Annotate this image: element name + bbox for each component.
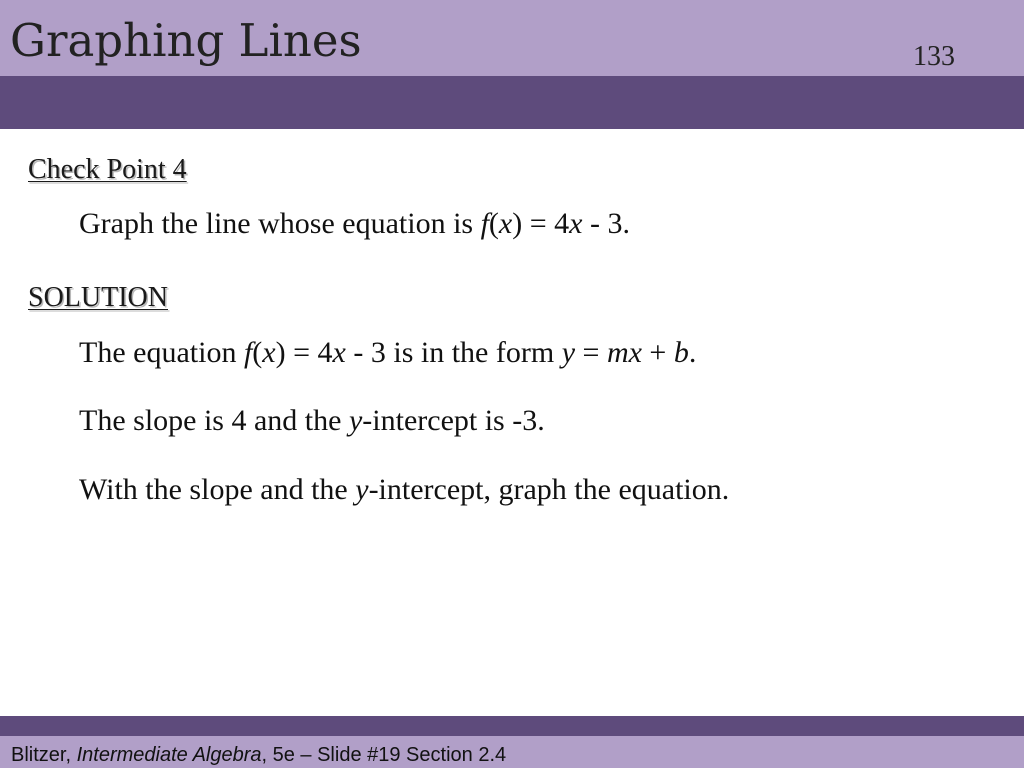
footer-book-title: Intermediate Algebra: [76, 744, 262, 766]
title-accent-band: [0, 76, 1024, 129]
check-point-heading: Check Point 4: [28, 154, 187, 185]
s1-mid2: - 3 is in the form: [345, 336, 562, 369]
s1-f: f: [243, 336, 253, 369]
s1-prefix: The equation: [79, 336, 244, 369]
problem-prefix: Graph the line whose equation is: [79, 207, 481, 240]
solution-line-3: [79, 475, 729, 505]
problem-statement: [79, 209, 630, 239]
s3-suffix: -intercept, graph the equation.: [368, 473, 730, 506]
s1-b: b: [673, 336, 689, 369]
problem-open-paren: (: [488, 207, 499, 240]
s1-mid: ) = 4: [275, 336, 333, 369]
s1-mx: mx: [606, 336, 642, 369]
s1-x2: x: [332, 336, 346, 369]
s2-prefix: The slope is 4 and the: [79, 404, 349, 437]
problem-suffix: - 3.: [582, 207, 630, 240]
footer-citation: [11, 745, 506, 765]
problem-f: f: [480, 207, 489, 240]
problem-x1: x: [498, 207, 513, 240]
problem-close-rest: ) = 4: [512, 207, 570, 240]
s2-y: y: [348, 404, 363, 437]
s3-y: y: [355, 473, 369, 506]
s1-end: .: [688, 336, 697, 369]
footer-author: Blitzer,: [11, 744, 77, 766]
footer-rest: , 5e – Slide #19 Section 2.4: [261, 744, 507, 766]
s1-open-paren: (: [252, 336, 263, 369]
page-number: 133: [913, 41, 955, 72]
slide-title: Graphing Lines: [10, 14, 362, 67]
problem-x2: x: [569, 207, 583, 240]
solution-line-1: [79, 338, 696, 368]
s2-suffix: -intercept is -3.: [362, 404, 545, 437]
footer-accent-band: [0, 716, 1024, 736]
s1-plus: +: [641, 336, 674, 369]
s1-eq: =: [575, 336, 607, 369]
s3-prefix: With the slope and the: [79, 473, 356, 506]
s1-y: y: [561, 336, 576, 369]
solution-line-2: [79, 406, 545, 436]
solution-heading: SOLUTION: [28, 282, 168, 313]
s1-x1: x: [262, 336, 276, 369]
